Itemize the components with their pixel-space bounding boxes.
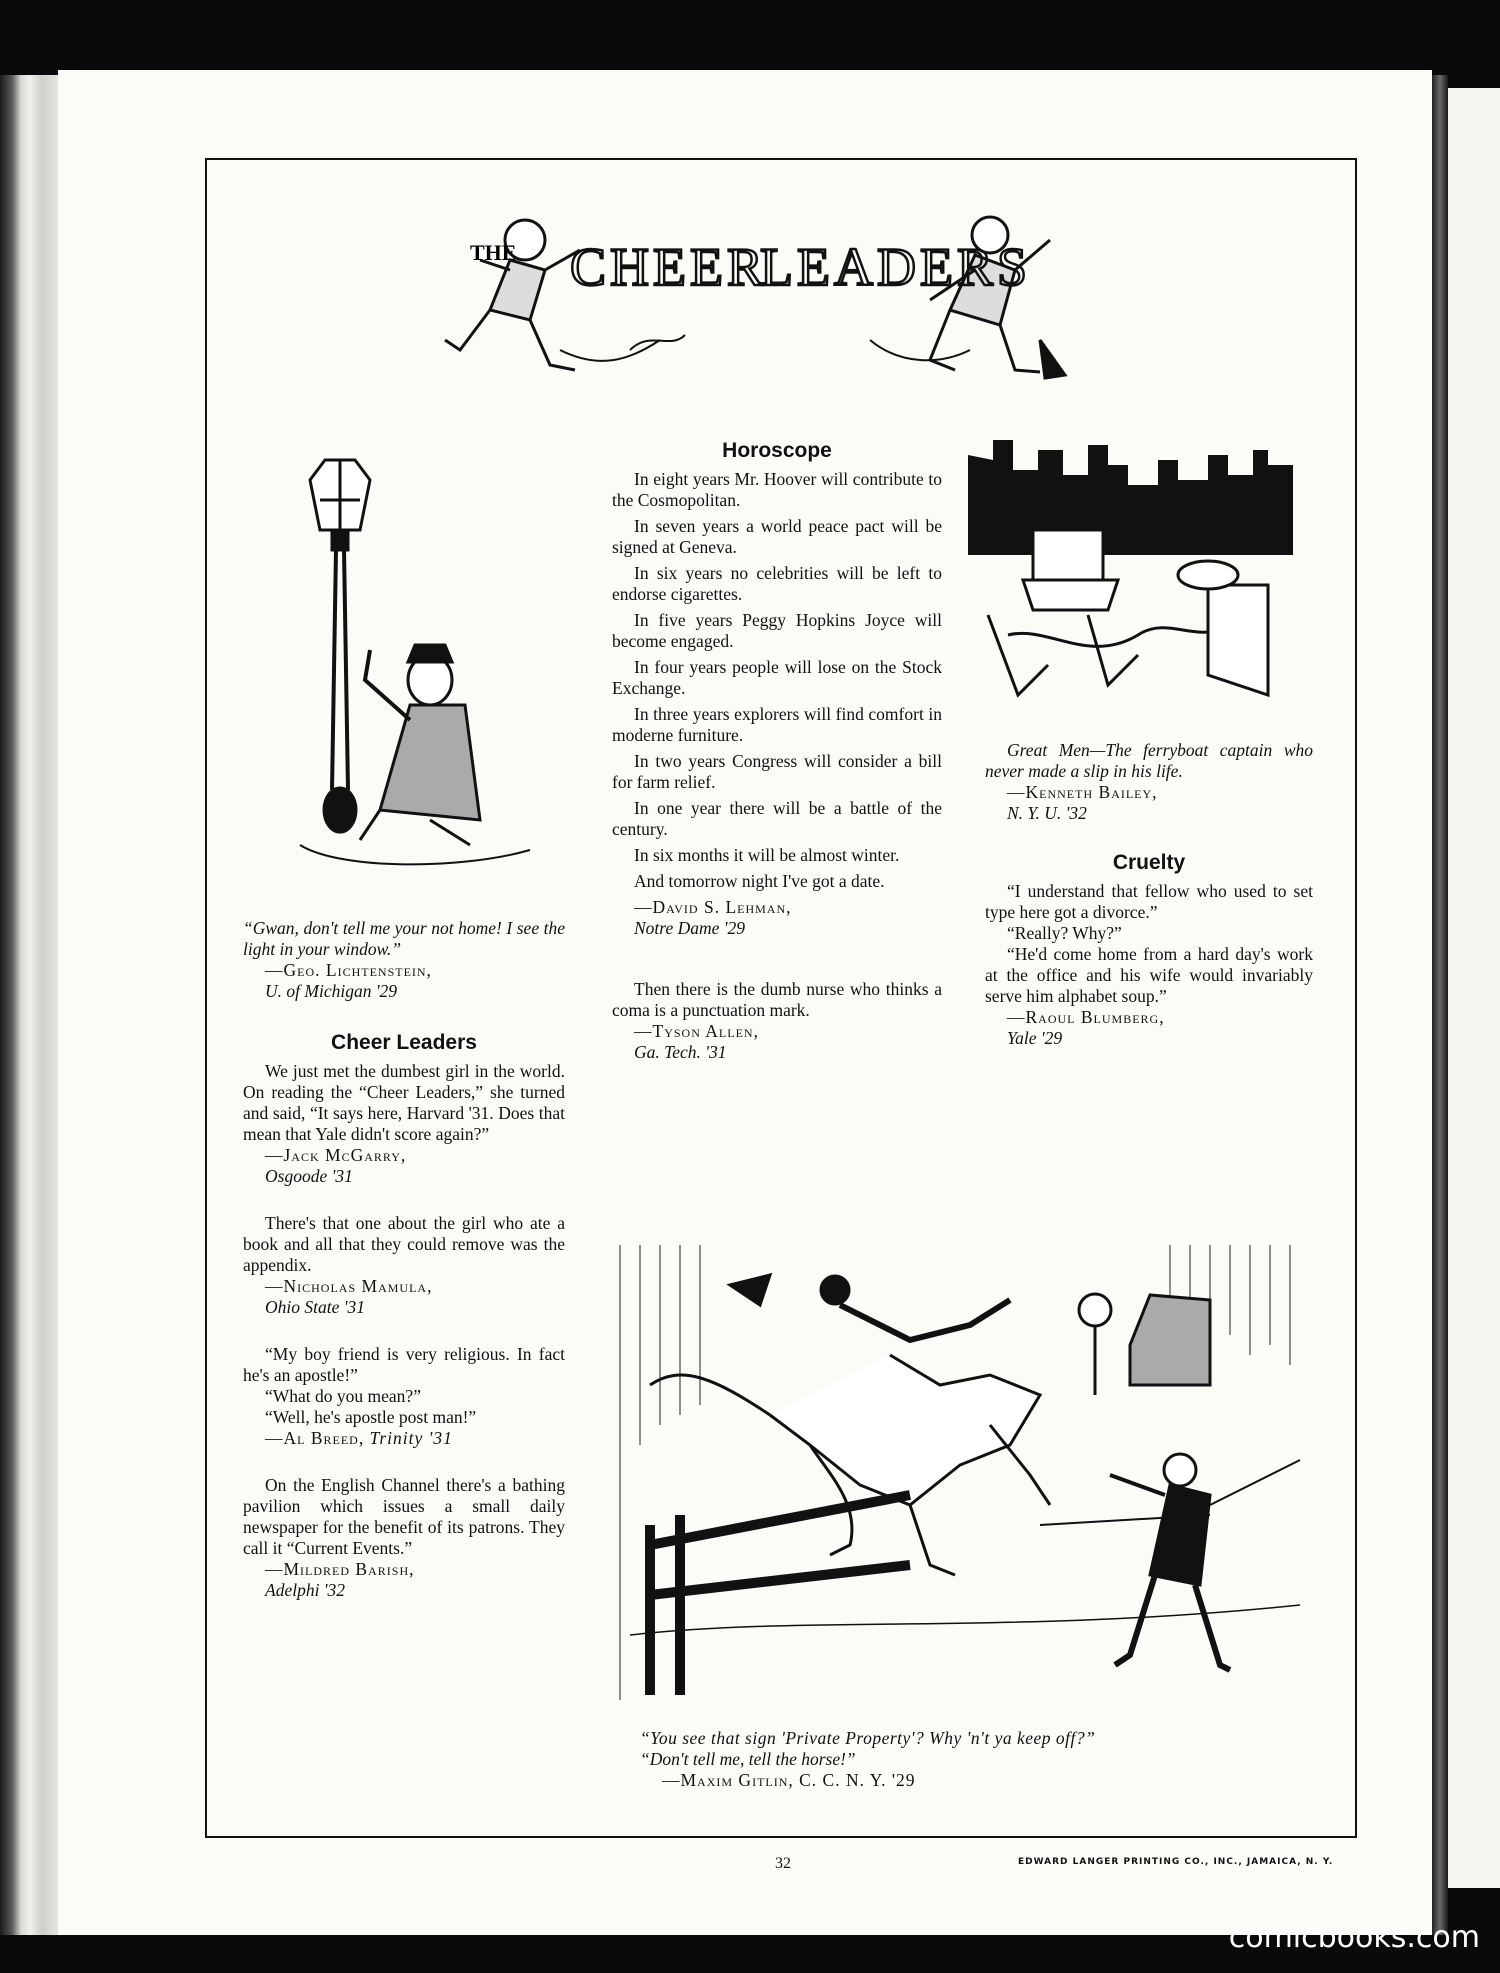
book-spine-edge bbox=[0, 75, 60, 1935]
horoscope-line: In six months it will be almost winter. bbox=[634, 845, 900, 865]
horoscope-heading: Horoscope bbox=[722, 439, 832, 462]
horoscope-line: In two years Congress will consider a bill for farm relief. bbox=[612, 751, 942, 792]
title-illustration bbox=[430, 200, 1100, 390]
page-number: 32 bbox=[775, 1855, 791, 1872]
horse-caption-author: —Maxim Gitlin, C. C. N. Y. '29 bbox=[662, 1770, 916, 1790]
horse-caption-line-1: “You see that sign 'Private Property'? Why 'n't ya keep off?” bbox=[640, 1728, 1096, 1748]
right-column bbox=[985, 740, 1313, 1049]
printer-credit: EDWARD LANGER PRINTING CO., INC., JAMAICA, N. Y. bbox=[1018, 1857, 1334, 1867]
apostle-school: Trinity '31 bbox=[369, 1428, 453, 1448]
cruelty-author: —Raoul Blumberg, bbox=[1007, 1007, 1165, 1027]
cheer-leaders-school: Osgoode '31 bbox=[265, 1166, 353, 1186]
cruelty-line-3: “He'd come home from a hard day's work at the office and his wife would invariably serve him alphabet soup.” bbox=[985, 944, 1313, 1006]
channel-joke-school: Adelphi '32 bbox=[265, 1580, 346, 1600]
horoscope-line: In six years no celebrities will be left to endorse cigarettes. bbox=[612, 563, 942, 604]
apostle-line-3: “Well, he's apostle post man!” bbox=[265, 1407, 477, 1427]
horse-cartoon bbox=[610, 1245, 1315, 1700]
title-word-the: THE bbox=[470, 240, 517, 265]
apostle-line-2: “What do you mean?” bbox=[265, 1386, 421, 1406]
bottom-caption bbox=[640, 1728, 1300, 1791]
title-word-cheer: CHEER bbox=[570, 237, 768, 297]
horoscope-author: —David S. Lehman, bbox=[634, 897, 792, 917]
nurse-joke-school: Ga. Tech. '31 bbox=[634, 1042, 727, 1062]
title-word-leaders: LEADERS bbox=[760, 237, 1031, 297]
apostle-line-1: “My boy friend is very religious. In fact he's an apostle!” bbox=[243, 1344, 565, 1385]
cruelty-line-2: “Really? Why?” bbox=[1007, 923, 1122, 943]
apostle-author: —Al Breed, bbox=[265, 1428, 365, 1448]
left-column bbox=[243, 918, 565, 1601]
page-gutter bbox=[1432, 75, 1448, 1935]
horoscope-line: In four years people will lose on the Stock Exchange. bbox=[612, 657, 942, 698]
horoscope-line: In three years explorers will find comfort in moderne furniture. bbox=[612, 704, 942, 745]
cruelty-heading: Cruelty bbox=[1112, 851, 1186, 874]
book-joke-school: Ohio State '31 bbox=[265, 1297, 365, 1317]
ferry-school: N. Y. U. '32 bbox=[1007, 803, 1087, 823]
lamppost-school: U. of Michigan '29 bbox=[265, 981, 398, 1001]
horoscope-line: And tomorrow night I've got a date. bbox=[634, 871, 885, 891]
horoscope-line: In five years Peggy Hopkins Joyce will become engaged. bbox=[612, 610, 942, 651]
horoscope-school: Notre Dame '29 bbox=[634, 918, 745, 938]
channel-joke-author: —Mildred Barish, bbox=[265, 1559, 415, 1579]
ferry-author: —Kenneth Bailey, bbox=[1007, 782, 1158, 802]
middle-column bbox=[612, 440, 942, 1063]
lamppost-author: —Geo. Lichtenstein, bbox=[265, 960, 432, 980]
book-joke-author: —Nicholas Mamula, bbox=[265, 1276, 433, 1296]
cheer-leaders-author: —Jack McGarry, bbox=[265, 1145, 407, 1165]
ferry-caption: Great Men—The ferryboat captain who never made a slip in his life. bbox=[985, 740, 1313, 781]
horoscope-line: In eight years Mr. Hoover will contribute to the Cosmopolitan. bbox=[612, 469, 942, 510]
site-watermark: comicbooks.com bbox=[1228, 1920, 1480, 1955]
book-joke-text: There's that one about the girl who ate a book and all that they could remove was the appendix. bbox=[243, 1213, 565, 1275]
nurse-joke-author: —Tyson Allen, bbox=[634, 1021, 759, 1041]
cruelty-school: Yale '29 bbox=[1007, 1028, 1063, 1048]
channel-joke-text: On the English Channel there's a bathing pavilion which issues a small daily newspaper for the benefit of its patrons. They call it “Current Events.” bbox=[243, 1475, 565, 1558]
horse-caption-line-2: “Don't tell me, tell the horse!” bbox=[640, 1749, 856, 1769]
horoscope-line: In one year there will be a battle of the century. bbox=[612, 798, 942, 839]
ferryboat-cartoon bbox=[968, 435, 1293, 735]
cruelty-line-1: “I understand that fellow who used to set type here got a divorce.” bbox=[985, 881, 1313, 922]
lamppost-caption: “Gwan, don't tell me your not home! I see the light in your window.” bbox=[243, 918, 565, 959]
nurse-joke-text: Then there is the dumb nurse who thinks a coma is a punctuation mark. bbox=[612, 979, 942, 1020]
adjacent-page-edge bbox=[1448, 88, 1500, 1888]
cheer-leaders-heading: Cheer Leaders bbox=[331, 1031, 477, 1054]
cheer-leaders-text: We just met the dumbest girl in the world. On reading the “Cheer Leaders,” she turned and said, “It says here, Harvard '31. Does that mean that Yale didn't score again?” bbox=[243, 1061, 565, 1144]
apostle-signature bbox=[243, 1428, 565, 1449]
horoscope-line: In seven years a world peace pact will be signed at Geneva. bbox=[612, 516, 942, 557]
lamppost-cartoon bbox=[280, 450, 570, 880]
